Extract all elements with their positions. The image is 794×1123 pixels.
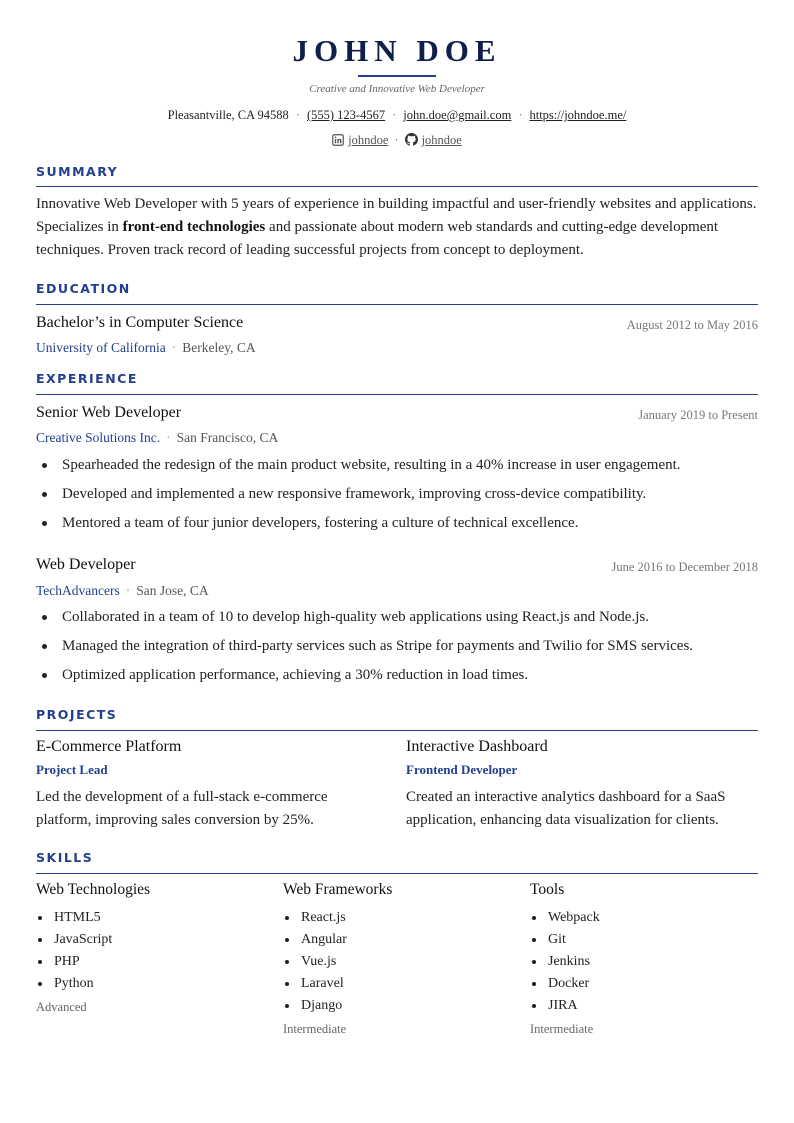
- skill-list: [530, 909, 770, 1019]
- company-name: Creative Solutions Inc.: [36, 430, 161, 445]
- section-title-education: EDUCATION: [36, 281, 131, 296]
- skill-item: React.js: [283, 909, 523, 931]
- skill-group: [283, 881, 523, 1037]
- list-item: Managed the integration of third-party services such as Stripe for payments and Twilio for SMS services.: [36, 637, 758, 666]
- list-item: Spearheaded the redesign of the main product website, resulting in a 40% increase in user engagement.: [36, 456, 758, 485]
- list-item: Collaborated in a team of 10 to develop high-quality web applications using React.js and Node.js.: [36, 608, 758, 637]
- skill-item: JIRA: [530, 997, 770, 1019]
- skill-item: PHP: [36, 953, 276, 975]
- job-highlights: [36, 456, 758, 543]
- separator-dot: ·: [171, 340, 177, 355]
- skill-group-title: Web Frameworks: [283, 881, 393, 898]
- social-links: [0, 133, 794, 150]
- job-dates: June 2016 to December 2018: [611, 560, 758, 574]
- candidate-name: JOHN DOE: [292, 33, 502, 68]
- skill-list: [283, 909, 523, 1019]
- skill-level: Intermediate: [530, 1022, 594, 1036]
- summary-text: and passionate about modern web standards and cutting-edge development techniques. Proven track record of leading successful projects from concept to deployment.: [36, 219, 719, 258]
- summary-highlight: front-end technologies: [122, 219, 266, 235]
- separator-dot: ·: [166, 430, 171, 445]
- section-title-summary: SUMMARY: [36, 164, 119, 179]
- skill-item: Laravel: [283, 975, 523, 997]
- github-link[interactable]: johndoe: [421, 133, 462, 147]
- website-link[interactable]: https://johndoe.me/: [529, 108, 627, 122]
- education-dates: August 2012 to May 2016: [626, 318, 758, 332]
- separator-dot: ·: [394, 133, 399, 147]
- job-company-line: [36, 583, 209, 599]
- job-dates: January 2019 to Present: [638, 408, 758, 422]
- linkedin-icon: [332, 134, 344, 150]
- list-item: Mentored a team of four junior developers, fostering a culture of technical excellence.: [36, 514, 758, 543]
- skill-item: HTML5: [36, 909, 276, 931]
- project-name: Interactive Dashboard: [406, 738, 548, 755]
- education-degree: Bachelor’s in Computer Science: [36, 314, 244, 331]
- separator-dot: ·: [125, 583, 131, 598]
- project-card: [36, 738, 376, 832]
- skill-group: [36, 881, 276, 1015]
- name-underline: [358, 75, 436, 77]
- linkedin-link[interactable]: johndoe: [348, 133, 389, 147]
- separator-dot: ·: [392, 108, 397, 122]
- skill-group-title: Web Technologies: [36, 881, 151, 898]
- company-location: San Francisco, CA: [176, 430, 279, 445]
- institution-name: University of California: [36, 340, 166, 355]
- skill-item: Vue.js: [283, 953, 523, 975]
- job-highlights: [36, 608, 758, 695]
- section-divider: [36, 394, 758, 395]
- github-icon: [405, 133, 418, 150]
- skill-group-title: Tools: [530, 881, 565, 898]
- skill-level: Advanced: [36, 1000, 87, 1014]
- skill-item: Docker: [530, 975, 770, 997]
- section-title-experience: EXPERIENCE: [36, 371, 138, 386]
- skill-list: [36, 909, 276, 997]
- skill-item: Git: [530, 931, 770, 953]
- skill-item: Django: [283, 997, 523, 1019]
- skill-item: Jenkins: [530, 953, 770, 975]
- institution-location: Berkeley, CA: [182, 340, 256, 355]
- skill-item: Python: [36, 975, 276, 997]
- summary-paragraph: [36, 193, 758, 262]
- separator-dot: ·: [295, 108, 300, 122]
- skill-group: [530, 881, 770, 1037]
- company-location: San Jose, CA: [136, 583, 209, 598]
- job-company-line: [36, 430, 278, 446]
- phone-link[interactable]: (555) 123-4567: [306, 108, 386, 122]
- list-item: Optimized application performance, achieving a 30% reduction in load times.: [36, 666, 758, 695]
- skill-level: Intermediate: [283, 1022, 347, 1036]
- section-divider: [36, 304, 758, 305]
- project-role: Frontend Developer: [406, 762, 518, 777]
- email-link[interactable]: john.doe@gmail.com: [403, 108, 512, 122]
- section-title-skills: SKILLS: [36, 850, 94, 865]
- location-text: Pleasantville, CA 94588: [167, 108, 289, 122]
- separator-dot: ·: [518, 108, 523, 122]
- project-role: Project Lead: [36, 762, 108, 777]
- section-title-projects: PROJECTS: [36, 707, 118, 722]
- section-divider: [36, 873, 758, 874]
- section-divider: [36, 730, 758, 731]
- job-title: Senior Web Developer: [36, 404, 182, 421]
- job-title: Web Developer: [36, 556, 136, 573]
- summary-text: Innovative Web Developer with 5 years of experience in building impactful and user-friendly websites and applications. Specializes in: [36, 196, 757, 235]
- project-description: Led the development of a full-stack e-commerce platform, improving sales conversion by 25%.: [36, 789, 328, 828]
- project-description: Created an interactive analytics dashboard for a SaaS application, enhancing data visualization for clients.: [406, 789, 726, 828]
- skill-item: Webpack: [530, 909, 770, 931]
- skill-item: Angular: [283, 931, 523, 953]
- company-name: TechAdvancers: [36, 583, 120, 598]
- project-name: E-Commerce Platform: [36, 738, 182, 755]
- section-divider: [36, 186, 758, 187]
- list-item: Developed and implemented a new responsive framework, improving cross-device compatibility.: [36, 485, 758, 514]
- skill-item: JavaScript: [36, 931, 276, 953]
- contact-line: [0, 108, 794, 123]
- education-institution-line: [36, 340, 256, 356]
- candidate-tagline: Creative and Innovative Web Developer: [309, 83, 485, 95]
- project-card: [406, 738, 746, 832]
